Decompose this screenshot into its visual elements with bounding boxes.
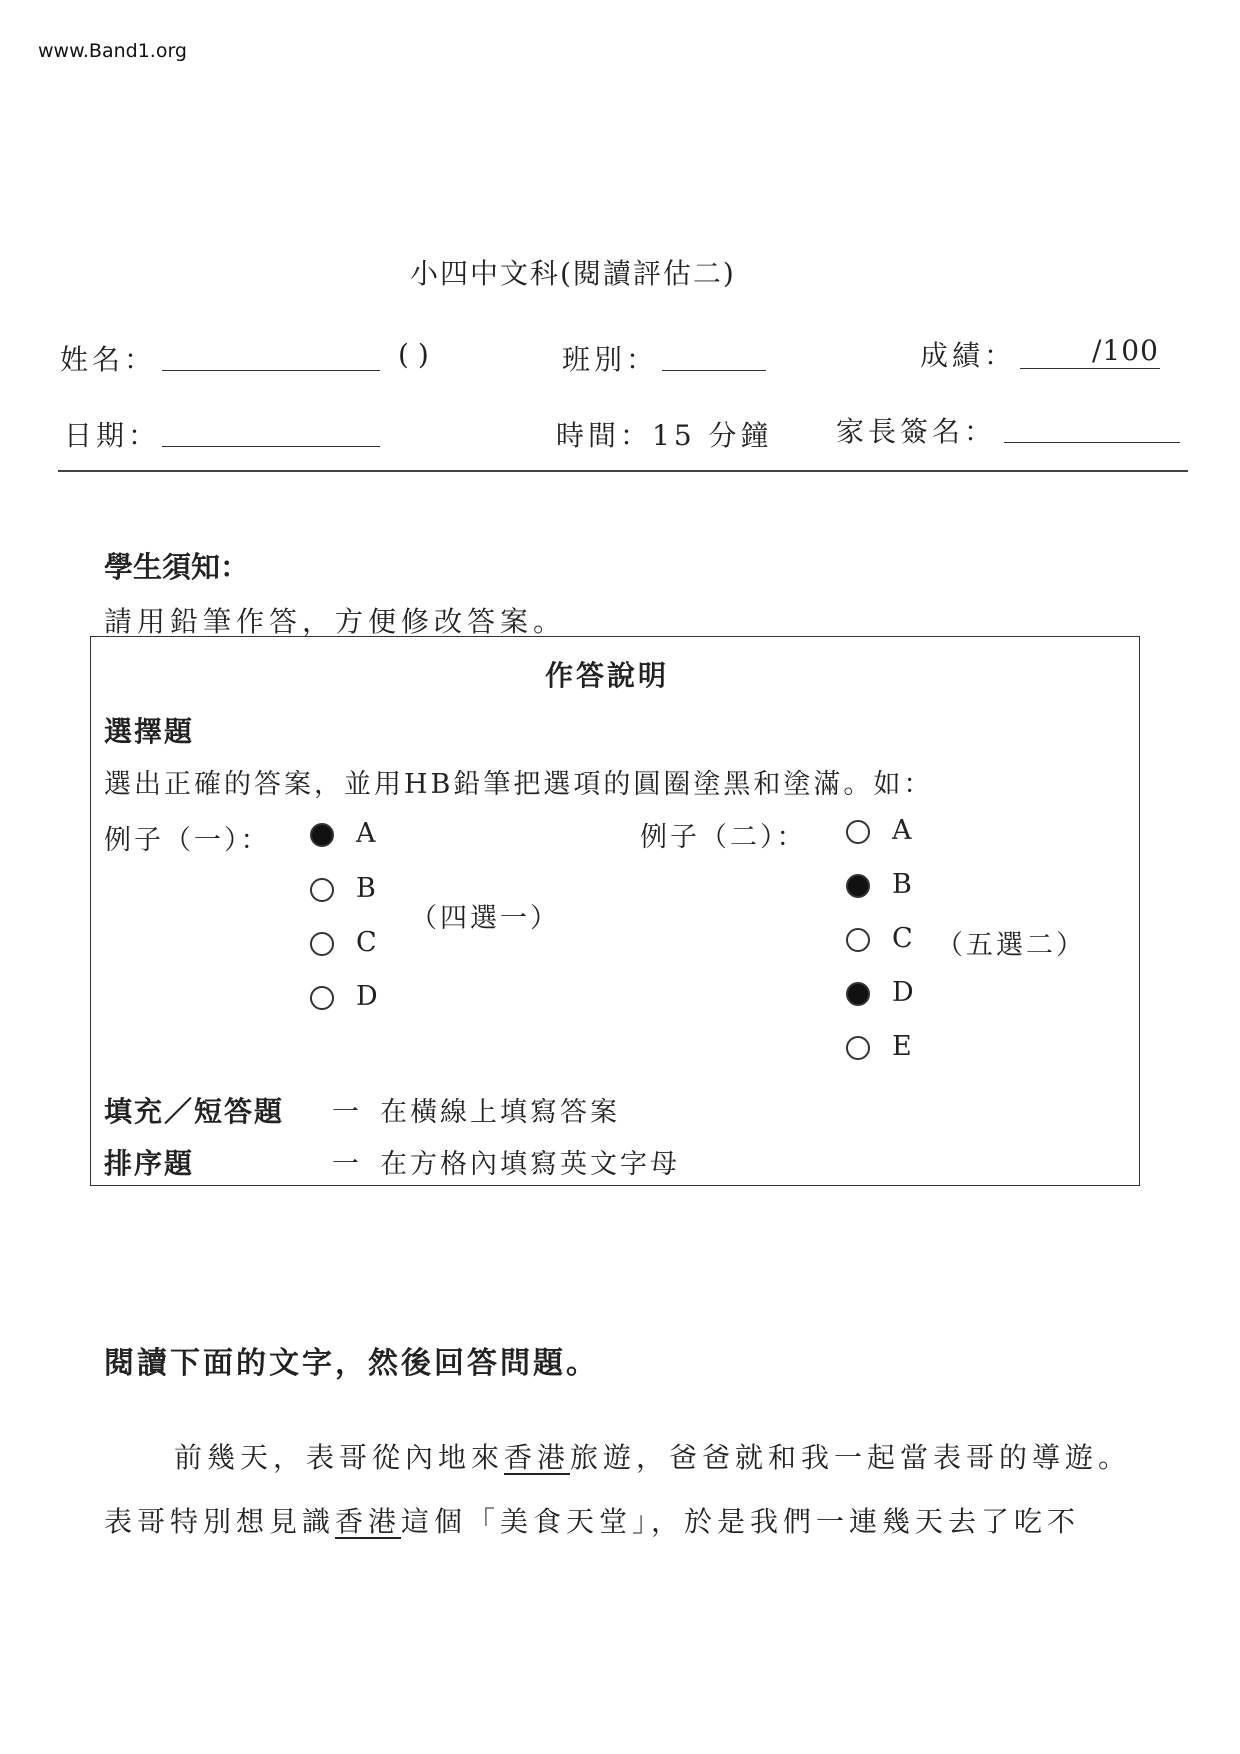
score-label: 成績：: [920, 339, 1017, 372]
time-label: 時間：15 分鐘: [556, 419, 773, 452]
name-field[interactable]: [162, 370, 380, 371]
example1-option-d: D: [356, 981, 378, 1012]
notice-heading: 學生須知：: [104, 550, 250, 584]
notice-text: 請用鉛筆作答，方便修改答案。: [104, 605, 567, 638]
class-number-paren: ( ): [398, 338, 429, 371]
example2-option-b-bubble: [846, 874, 870, 898]
mc-heading: 選擇題: [104, 715, 195, 748]
fill-dash: 一: [332, 1097, 362, 1128]
example1-option-d-bubble: [310, 986, 334, 1010]
place-name-hong-kong: 香港: [335, 1505, 402, 1538]
example1-option-b: B: [356, 873, 376, 904]
example1-option-c-bubble: [310, 932, 334, 956]
order-dash: 一: [332, 1149, 362, 1180]
example2-option-a: A: [892, 815, 912, 846]
reading-heading: 閱讀下面的文字，然後回答問題。: [104, 1346, 599, 1381]
parent-signature-field[interactable]: [1004, 442, 1180, 443]
example2-option-a-bubble: [846, 820, 870, 844]
example1-option-a: A: [356, 818, 376, 849]
example1-note: （四選一）: [410, 903, 560, 934]
fill-heading: 填充／短答題: [104, 1095, 285, 1128]
passage-line-1: 前幾天，表哥從內地來香港旅遊，爸爸就和我一起當表哥的導遊。: [174, 1441, 1132, 1474]
class-label: 班別：: [562, 343, 659, 376]
example2-option-d-bubble: [846, 982, 870, 1006]
example2-option-d: D: [892, 977, 914, 1008]
place-name-hong-kong: 香港: [504, 1441, 571, 1474]
example2-option-e: E: [892, 1031, 912, 1062]
header-divider: [58, 470, 1188, 472]
example2-option-e-bubble: [846, 1036, 870, 1060]
instructions-title: 作答說明: [545, 659, 670, 692]
example1-option-c: C: [356, 927, 377, 958]
example2-note: （五選二）: [936, 930, 1086, 961]
passage-line-2: 表哥特別想見識香港這個「美食天堂」，於是我們一連幾天去了吃不: [104, 1505, 1081, 1538]
example1-option-a-bubble: [310, 823, 334, 847]
class-field[interactable]: [662, 370, 766, 371]
example2-option-c: C: [892, 923, 913, 954]
score-total: /100: [1092, 334, 1159, 367]
date-field[interactable]: [162, 446, 380, 447]
example1-label: 例子（一）：: [104, 825, 271, 856]
page-title: 小四中文科(閱讀評估二): [410, 257, 736, 290]
parent-signature-label: 家長簽名：: [836, 415, 997, 448]
order-text: 在方格內填寫英文字母: [380, 1149, 680, 1180]
order-heading: 排序題: [104, 1147, 195, 1180]
example2-label: 例子（二）：: [640, 822, 807, 853]
mc-text: 選出正確的答案，並用HB鉛筆把選項的圓圈塗黑和塗滿。如：: [104, 769, 934, 800]
watermark: www.Band1.org: [38, 40, 187, 62]
example2-option-c-bubble: [846, 928, 870, 952]
example1-option-b-bubble: [310, 878, 334, 902]
fill-text: 在橫線上填寫答案: [380, 1097, 620, 1128]
date-label: 日期：: [64, 419, 161, 452]
name-label: 姓名：: [60, 343, 157, 376]
example2-option-b: B: [892, 869, 912, 900]
score-field[interactable]: [1020, 368, 1160, 369]
